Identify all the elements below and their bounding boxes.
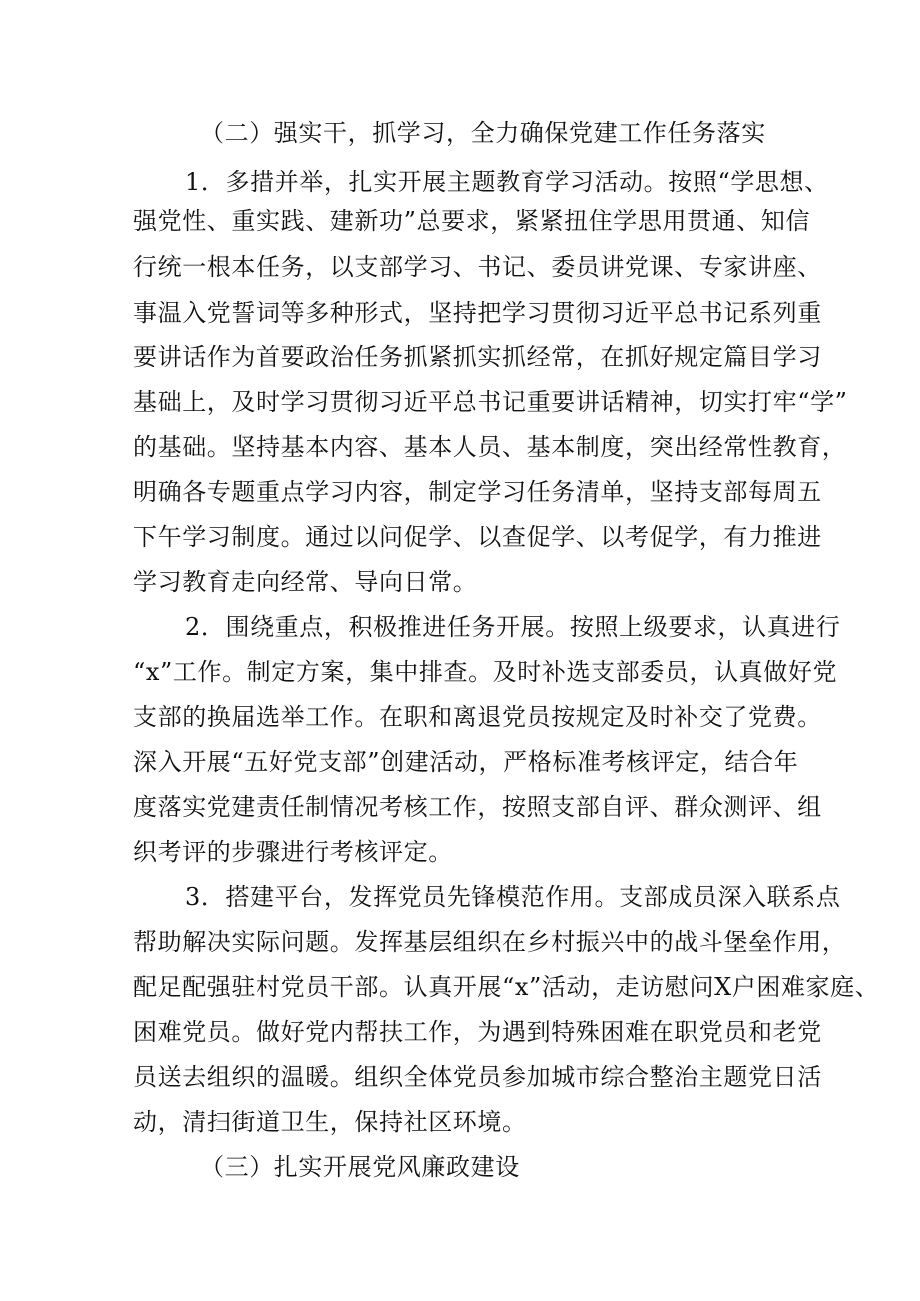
para-2-line-4: 深入开展“五好党支部”创建活动，严格标准考核评定，结合年 <box>133 748 799 776</box>
section-heading-2: （二）强实干，抓学习，全力确保党建工作任务落实 <box>200 119 766 147</box>
para-1-line-1: 1．多措并举，扎实开展主题教育学习活动。按照“学思想、 <box>185 168 829 196</box>
para-3-line-1: 3．搭建平台，发挥党员先锋模范作用。支部成员深入联系点 <box>185 883 841 911</box>
para-2-line-6: 织考评的步骤进行考核评定。 <box>133 838 453 866</box>
para-3-line-2: 帮助解决实际问题。发挥基层组织在乡村振兴中的战斗堡垒作用， <box>133 928 847 956</box>
para-1-line-4: 事温入党誓词等多种形式，坚持把学习贯彻习近平总书记系列重 <box>133 299 822 327</box>
para-1-line-10: 学习教育走向经常、导向日常。 <box>133 568 478 596</box>
para-2-line-5: 度落实党建责任制情况考核工作，按照支部自评、群众测评、组 <box>133 793 822 821</box>
para-3-line-3: 配足配强驻村党员干部。认真开展“x”活动，走访慰问X户困难家庭、 <box>133 973 880 1001</box>
para-1-line-7: 的基础。坚持基本内容、基本人员、基本制度，突出经常性教育， <box>133 433 847 461</box>
para-3-line-5: 员送去组织的温暖。组织全体党员参加城市综合整治主题党日活 <box>133 1063 822 1091</box>
para-2-line-2: “x”工作。制定方案，集中排查。及时补选支部委员，认真做好党 <box>133 658 838 686</box>
para-1-line-9: 下午学习制度。通过以问促学、以查促学、以考促学，有力推进 <box>133 523 822 551</box>
para-3-line-4: 困难党员。做好党内帮扶工作，为遇到特殊困难在职党员和老党 <box>133 1018 822 1046</box>
para-1-line-8: 明确各专题重点学习内容，制定学习任务清单，坚持支部每周五 <box>133 478 822 506</box>
para-1-line-6: 基础上，及时学习贯彻习近平总书记重要讲话精神，切实打牢“学” <box>133 388 848 416</box>
para-1-line-5: 要讲话作为首要政治任务抓紧抓实抓经常，在抓好规定篇目学习 <box>133 343 822 371</box>
para-2-line-3: 支部的换届选举工作。在职和离退党员按规定及时补交了党费。 <box>133 703 822 731</box>
para-1-line-2: 强党性、重实践、建新功”总要求，紧紧扭住学思用贯通、知信 <box>133 207 811 235</box>
section-heading-3: （三）扎实开展党风廉政建设 <box>200 1153 520 1181</box>
para-3-line-6: 动，清扫街道卫生，保持社区环境。 <box>133 1108 527 1136</box>
para-2-line-1: 2．围绕重点，积极推进任务开展。按照上级要求，认真进行 <box>185 613 841 641</box>
para-1-line-3: 行统一根本任务，以支部学习、书记、委员讲党课、专家讲座、 <box>133 253 822 281</box>
